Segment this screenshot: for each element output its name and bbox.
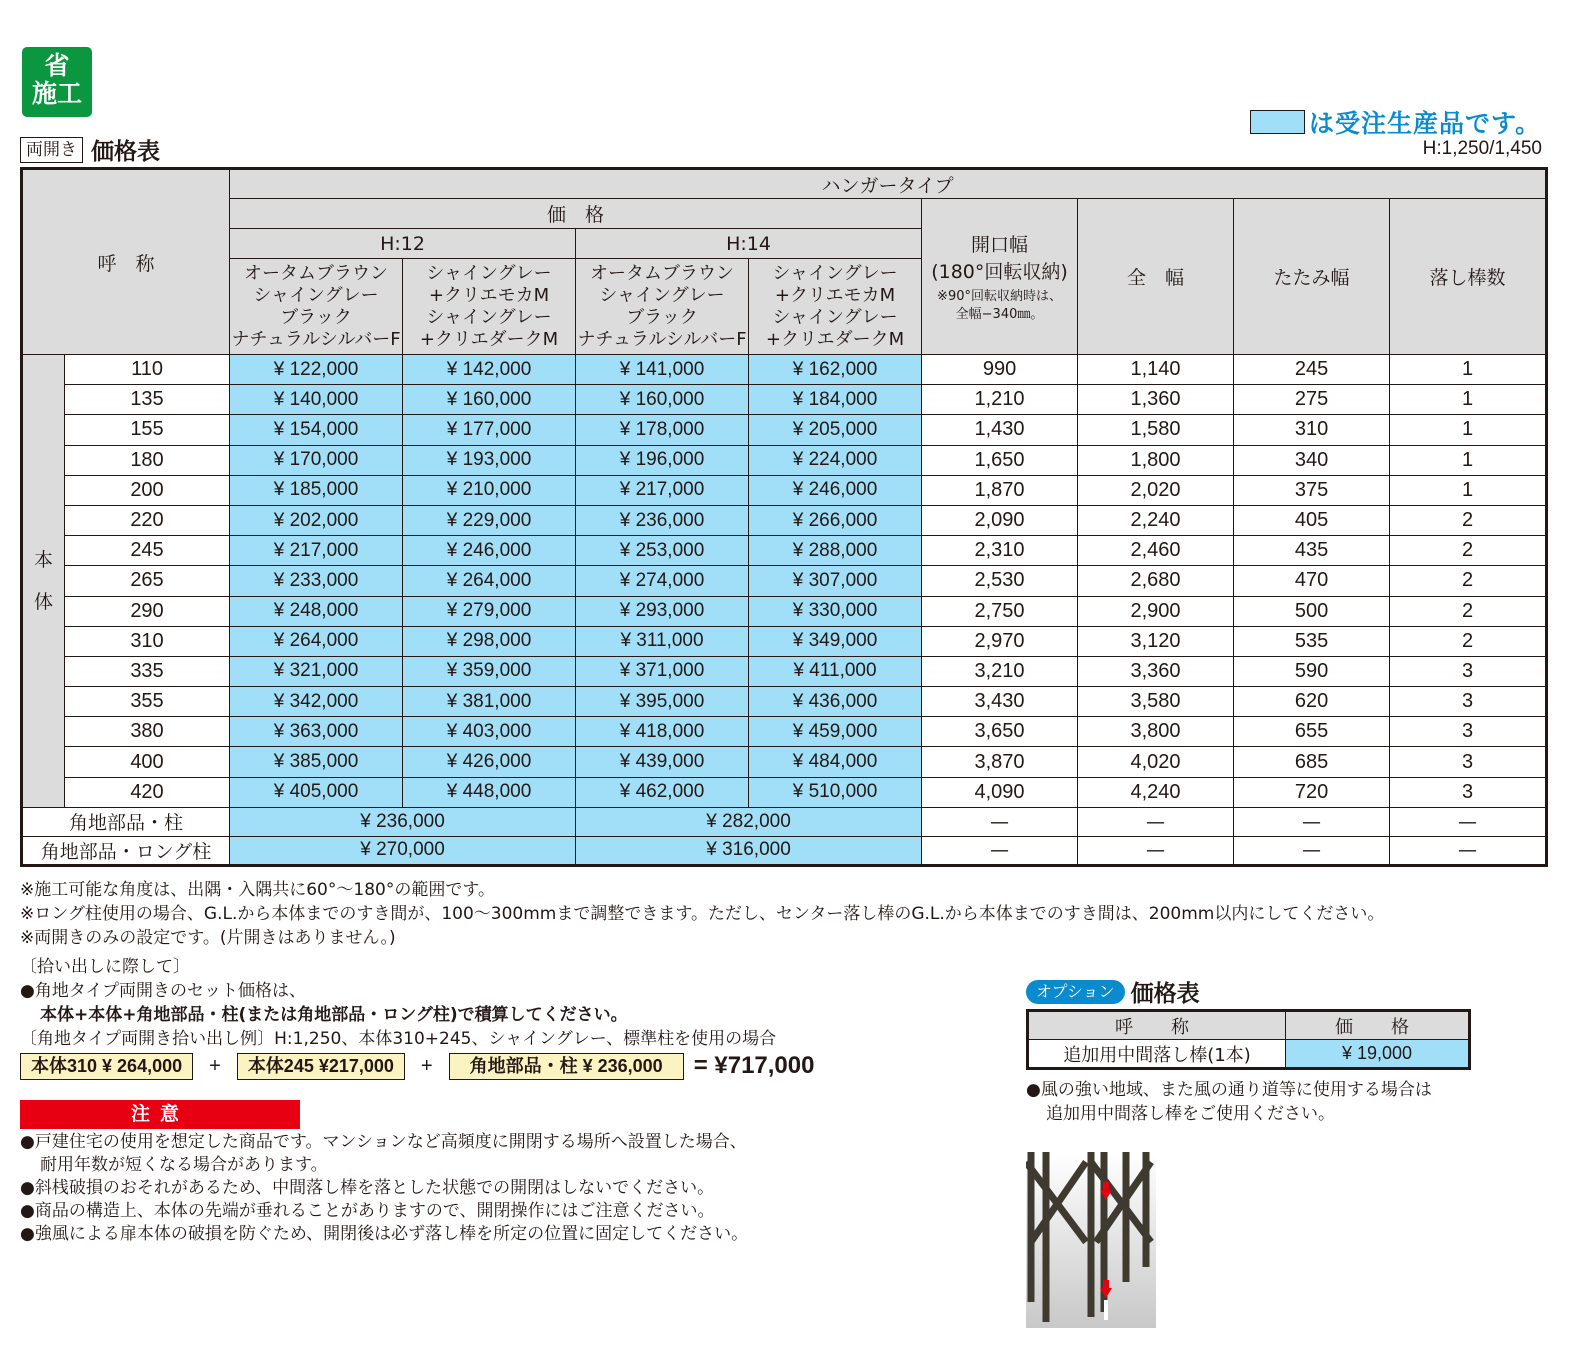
price-cell: ¥ 385,000 [230, 747, 403, 777]
badge-line2: 施工 [31, 79, 82, 108]
header-h12: H:12 [230, 229, 576, 259]
row-name: 135 [65, 385, 230, 415]
row-name: 400 [65, 747, 230, 777]
opening-width-cell: 2,530 [922, 566, 1078, 596]
price-table-title [20, 133, 160, 166]
note-item: ※施工可能な角度は、出隅・入隅共に60°〜180°の範囲です。 [20, 880, 495, 900]
total-width-cell: 2,680 [1078, 566, 1234, 596]
option-note: ●風の強い地域、また風の通り道等に使用する場合は 追加用中間落し棒をご使用ください。 [1026, 1080, 1432, 1124]
price-cell: ¥ 193,000 [403, 445, 576, 475]
table-row [22, 385, 1547, 415]
price-cell: ¥ 418,000 [576, 717, 749, 747]
price-cell: ¥ 359,000 [403, 656, 576, 686]
price-cell: ¥ 448,000 [403, 777, 576, 807]
price-cell: ¥ 307,000 [749, 566, 922, 596]
folded-width-cell: 245 [1234, 355, 1390, 385]
opening-width-cell: 1,650 [922, 445, 1078, 475]
legend-text: は受注生産品です。 [1309, 109, 1542, 138]
price-cell: ¥ 462,000 [576, 777, 749, 807]
row-name: 310 [65, 626, 230, 656]
caution-item: 耐用年数が短くなる場合があります。 [40, 1155, 328, 1175]
total-width-cell: 2,020 [1078, 475, 1234, 505]
opening-width-cell: 2,090 [922, 505, 1078, 535]
header-total-width: 全 幅 [1078, 199, 1234, 355]
opening-width-cell: 1,210 [922, 385, 1078, 415]
table-row [22, 626, 1547, 656]
drop-rods-cell: 3 [1390, 656, 1547, 686]
price-cell: ¥ 229,000 [403, 505, 576, 535]
option-header-name: 呼 称 [1028, 1011, 1286, 1040]
calc-example [20, 1052, 814, 1080]
table-row [22, 747, 1547, 777]
total-width-cell: 2,460 [1078, 536, 1234, 566]
pickup-line: ●角地タイプ両開きのセット価格は、 [20, 981, 306, 1001]
caution-heading: 注意 [20, 1100, 300, 1129]
price-cell: ¥ 459,000 [749, 717, 922, 747]
price-cell: ¥ 162,000 [749, 355, 922, 385]
price-cell: ¥ 342,000 [230, 687, 403, 717]
price-cell: ¥ 246,000 [403, 536, 576, 566]
row-name: 155 [65, 415, 230, 445]
height-note: H:1,250/1,450 [1422, 138, 1542, 159]
calc-body-245: 本体245 ¥217,000 [237, 1053, 405, 1080]
price-cell: ¥ 233,000 [230, 566, 403, 596]
pickup-heading: 〔拾い出しに際して〕 [20, 957, 190, 977]
price-cell: ¥ 122,000 [230, 355, 403, 385]
dash: — [1078, 836, 1234, 865]
opening-width-cell: 3,430 [922, 687, 1078, 717]
drop-rods-cell: 2 [1390, 596, 1547, 626]
legend-swatch [1250, 110, 1305, 134]
header-colors-a-h12: オータムブラウン シャイングレー ブラック ナチュラルシルバーF [230, 259, 403, 355]
caution-list [20, 1131, 748, 1246]
folded-width-cell: 535 [1234, 626, 1390, 656]
drop-rods-cell: 3 [1390, 717, 1547, 747]
option-header-price: 価 格 [1286, 1011, 1470, 1040]
folded-width-cell: 685 [1234, 747, 1390, 777]
header-colors-b-h12: シャイングレー +クリエモカM シャイングレー +クリエダークM [403, 259, 576, 355]
folded-width-cell: 470 [1234, 566, 1390, 596]
table-row [22, 777, 1547, 807]
price-cell: ¥ 154,000 [230, 415, 403, 445]
dash: — [1234, 836, 1390, 865]
price-cell: ¥ 170,000 [230, 445, 403, 475]
calc-total: = ¥717,000 [693, 1052, 815, 1079]
row-name: 380 [65, 717, 230, 747]
drop-rods-cell: 1 [1390, 385, 1547, 415]
table-row [22, 536, 1547, 566]
row-name: 420 [65, 777, 230, 807]
option-price-table [1026, 1009, 1471, 1070]
price-cell: ¥ 395,000 [576, 687, 749, 717]
table-row [22, 566, 1547, 596]
price-cell: ¥ 160,000 [403, 385, 576, 415]
option-item-price: ¥ 19,000 [1286, 1040, 1470, 1069]
price-cell: ¥ 381,000 [403, 687, 576, 717]
total-width-cell: 3,580 [1078, 687, 1234, 717]
header-folded-width: たたみ幅 [1234, 199, 1390, 355]
folded-width-cell: 340 [1234, 445, 1390, 475]
dash: — [1234, 807, 1390, 836]
corner-post-price-h14: ¥ 282,000 [576, 807, 922, 836]
corner-post-price-h12: ¥ 236,000 [230, 807, 576, 836]
folded-width-cell: 405 [1234, 505, 1390, 535]
calc-corner-post: 角地部品・柱 ¥ 236,000 [449, 1053, 684, 1080]
table-row [22, 596, 1547, 626]
table-row [22, 475, 1547, 505]
double-door-tag: 両開き [20, 137, 83, 163]
pickup-example: 〔角地タイプ両開き拾い出し例〕H:1,250、本体310+245、シャイングレー、標準柱を使用の場合 [20, 1029, 777, 1049]
row-name: 265 [65, 566, 230, 596]
price-cell: ¥ 426,000 [403, 747, 576, 777]
price-cell: ¥ 210,000 [403, 475, 576, 505]
total-width-cell: 4,240 [1078, 777, 1234, 807]
header-type: ハンガータイプ [230, 169, 1547, 199]
price-cell: ¥ 185,000 [230, 475, 403, 505]
price-cell: ¥ 510,000 [749, 777, 922, 807]
folded-width-cell: 375 [1234, 475, 1390, 505]
price-cell: ¥ 321,000 [230, 656, 403, 686]
table-row [22, 656, 1547, 686]
price-cell: ¥ 405,000 [230, 777, 403, 807]
price-cell: ¥ 184,000 [749, 385, 922, 415]
price-cell: ¥ 236,000 [576, 505, 749, 535]
made-to-order-legend [1250, 104, 1541, 140]
dash: — [922, 807, 1078, 836]
price-cell: ¥ 436,000 [749, 687, 922, 717]
badge-line1: 省 [44, 51, 70, 80]
note-item: ※ロング柱使用の場合、G.L.から本体までのすき間が、100〜300mmまで調整できます。ただし、センター落し棒のG.L.から本体までのすき間は、200mm以内にしてください。 [20, 904, 1385, 924]
table-row [22, 687, 1547, 717]
row-name: 355 [65, 687, 230, 717]
header-colors-a-h14: オータムブラウン シャイングレー ブラック ナチュラルシルバーF [576, 259, 749, 355]
price-cell: ¥ 205,000 [749, 415, 922, 445]
drop-rods-cell: 3 [1390, 777, 1547, 807]
row-name: 180 [65, 445, 230, 475]
row-name: 290 [65, 596, 230, 626]
drop-rods-cell: 2 [1390, 505, 1547, 535]
row-name: 335 [65, 656, 230, 686]
dash: — [1390, 836, 1547, 865]
total-width-cell: 1,360 [1078, 385, 1234, 415]
opening-width-cell: 3,210 [922, 656, 1078, 686]
folded-width-cell: 655 [1234, 717, 1390, 747]
dash: — [922, 836, 1078, 865]
price-cell: ¥ 248,000 [230, 596, 403, 626]
price-cell: ¥ 298,000 [403, 626, 576, 656]
caution-item: ●商品の構造上、本体の先端が垂れることがありますので、開閉操作にはご注意ください。 [20, 1201, 715, 1221]
opening-width-cell: 2,750 [922, 596, 1078, 626]
price-cell: ¥ 264,000 [403, 566, 576, 596]
price-cell: ¥ 411,000 [749, 656, 922, 686]
folded-width-cell: 590 [1234, 656, 1390, 686]
body-group-label: 本 体 [22, 355, 65, 808]
total-width-cell: 4,020 [1078, 747, 1234, 777]
opening-width-cell: 3,650 [922, 717, 1078, 747]
total-width-cell: 1,580 [1078, 415, 1234, 445]
total-width-cell: 3,360 [1078, 656, 1234, 686]
price-cell: ¥ 264,000 [230, 626, 403, 656]
table-row [22, 717, 1547, 747]
caution-item: ●戸建住宅の使用を想定した商品です。マンションなど高頻度に開閉する場所へ設置した場合、 [20, 1132, 747, 1152]
folded-width-cell: 435 [1234, 536, 1390, 566]
row-name: 200 [65, 475, 230, 505]
note-item: ※両開きのみの設定です。(片開きはありません。) [20, 928, 396, 948]
price-cell: ¥ 246,000 [749, 475, 922, 505]
total-width-cell: 3,800 [1078, 717, 1234, 747]
drop-rods-cell: 1 [1390, 445, 1547, 475]
price-cell: ¥ 253,000 [576, 536, 749, 566]
gate-lattice-icon [1026, 1152, 1156, 1328]
row-name: 110 [65, 355, 230, 385]
total-width-cell: 2,900 [1078, 596, 1234, 626]
table-row [22, 355, 1547, 385]
caution-item: ●斜桟破損のおそれがあるため、中間落し棒を落とした状態での開閉はしないでください。 [20, 1178, 715, 1198]
opening-width-cell: 2,970 [922, 626, 1078, 656]
header-h14: H:14 [576, 229, 922, 259]
total-width-cell: 1,140 [1078, 355, 1234, 385]
price-cell: ¥ 330,000 [749, 596, 922, 626]
price-cell: ¥ 484,000 [749, 747, 922, 777]
opening-note: ※90°回転収納時は、 全幅−340㎜。 [937, 288, 1062, 322]
calc-body-310: 本体310 ¥ 264,000 [20, 1053, 193, 1080]
corner-long-post-label: 角地部品・ロング柱 [22, 836, 230, 865]
price-cell: ¥ 140,000 [230, 385, 403, 415]
header-drop-rods: 落し棒数 [1390, 199, 1547, 355]
total-width-cell: 3,120 [1078, 626, 1234, 656]
opening-width-cell: 1,870 [922, 475, 1078, 505]
price-cell: ¥ 349,000 [749, 626, 922, 656]
price-cell: ¥ 160,000 [576, 385, 749, 415]
folded-width-cell: 620 [1234, 687, 1390, 717]
price-cell: ¥ 439,000 [576, 747, 749, 777]
total-width-cell: 2,240 [1078, 505, 1234, 535]
option-title [1026, 975, 1200, 1008]
price-cell: ¥ 288,000 [749, 536, 922, 566]
plus-sign: + [420, 1054, 433, 1077]
drop-rods-cell: 2 [1390, 566, 1547, 596]
opening-width-cell: 3,870 [922, 747, 1078, 777]
drop-rods-cell: 1 [1390, 475, 1547, 505]
price-cell: ¥ 279,000 [403, 596, 576, 626]
option-pill: オプション [1026, 980, 1125, 1004]
price-cell: ¥ 217,000 [576, 475, 749, 505]
opening-width-cell: 990 [922, 355, 1078, 385]
header-price: 価 格 [230, 199, 922, 229]
drop-rod-photo [1026, 1152, 1156, 1328]
table-row [22, 445, 1547, 475]
opening-width-cell: 1,430 [922, 415, 1078, 445]
price-cell: ¥ 202,000 [230, 505, 403, 535]
dash: — [1078, 807, 1234, 836]
price-cell: ¥ 142,000 [403, 355, 576, 385]
header-opening-width: 開口幅 (180°回転収納) ※90°回転収納時は、 全幅−340㎜。 [922, 199, 1078, 355]
construction-saving-badge [22, 47, 92, 117]
drop-rods-cell: 2 [1390, 536, 1547, 566]
opening-width-cell: 2,310 [922, 536, 1078, 566]
pickup-formula: 本体+本体+角地部品・柱(または角地部品・ロング柱)で積算してください。 [40, 1005, 628, 1025]
row-name: 245 [65, 536, 230, 566]
caution-item: ●強風による扉本体の破損を防ぐため、開閉後は必ず落し棒を所定の位置に固定してください。 [20, 1224, 749, 1244]
opening-width-cell: 4,090 [922, 777, 1078, 807]
price-cell: ¥ 311,000 [576, 626, 749, 656]
dash: — [1390, 807, 1547, 836]
plus-sign: + [209, 1054, 221, 1077]
price-cell: ¥ 217,000 [230, 536, 403, 566]
folded-width-cell: 500 [1234, 596, 1390, 626]
table-row [22, 415, 1547, 445]
page-title: 価格表 [91, 139, 160, 165]
drop-rods-cell: 3 [1390, 687, 1547, 717]
price-cell: ¥ 178,000 [576, 415, 749, 445]
drop-rods-cell: 3 [1390, 747, 1547, 777]
price-cell: ¥ 371,000 [576, 656, 749, 686]
corner-long-post-price-h12: ¥ 270,000 [230, 836, 576, 865]
price-cell: ¥ 141,000 [576, 355, 749, 385]
corner-post-label: 角地部品・柱 [22, 807, 230, 836]
drop-rods-cell: 2 [1390, 626, 1547, 656]
price-cell: ¥ 363,000 [230, 717, 403, 747]
option-item-name: 追加用中間落し棒(1本) [1028, 1040, 1286, 1069]
drop-rods-cell: 1 [1390, 355, 1547, 385]
total-width-cell: 1,800 [1078, 445, 1234, 475]
table-row [22, 505, 1547, 535]
price-cell: ¥ 196,000 [576, 445, 749, 475]
pickup-section [20, 955, 776, 1051]
price-table [20, 167, 1548, 867]
price-cell: ¥ 266,000 [749, 505, 922, 535]
folded-width-cell: 720 [1234, 777, 1390, 807]
folded-width-cell: 310 [1234, 415, 1390, 445]
drop-rods-cell: 1 [1390, 415, 1547, 445]
header-colors-b-h14: シャイングレー +クリエモカM シャイングレー +クリエダークM [749, 259, 922, 355]
option-heading: 価格表 [1130, 981, 1200, 1007]
price-cell: ¥ 293,000 [576, 596, 749, 626]
price-cell: ¥ 403,000 [403, 717, 576, 747]
price-cell: ¥ 224,000 [749, 445, 922, 475]
row-name: 220 [65, 505, 230, 535]
price-cell: ¥ 177,000 [403, 415, 576, 445]
price-cell: ¥ 274,000 [576, 566, 749, 596]
folded-width-cell: 275 [1234, 385, 1390, 415]
header-name: 呼 称 [22, 169, 230, 355]
notes [20, 878, 1384, 950]
corner-long-post-price-h14: ¥ 316,000 [576, 836, 922, 865]
